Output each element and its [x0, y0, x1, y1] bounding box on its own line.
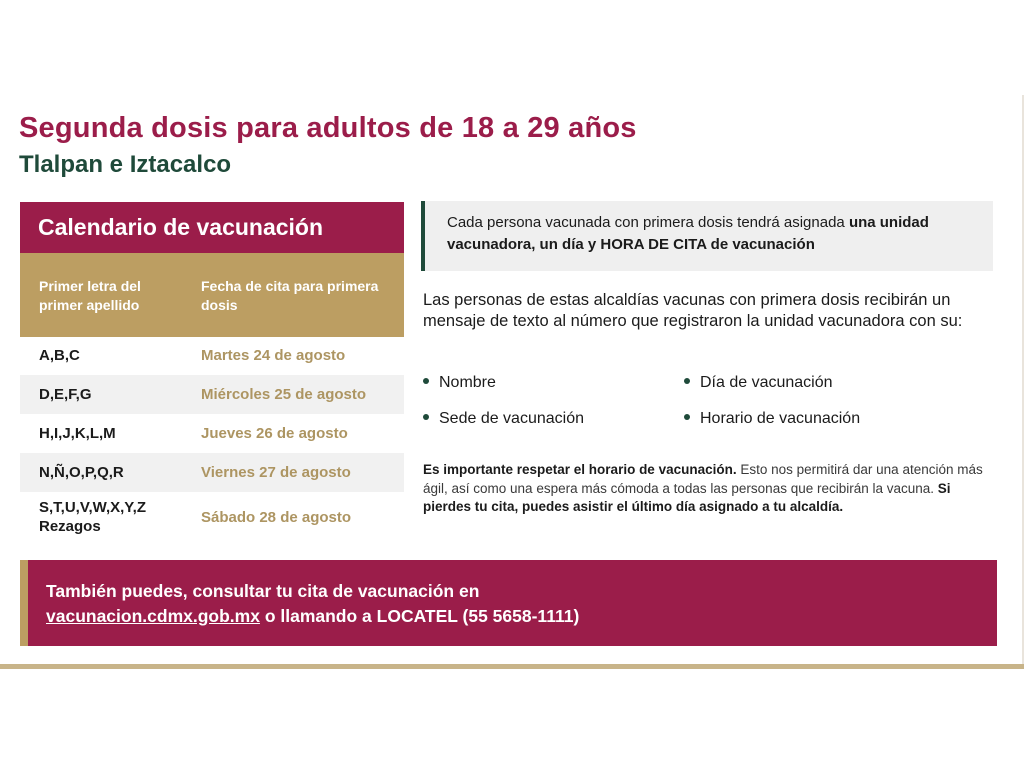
row-letters: A,B,C	[39, 347, 80, 364]
row-letters: N,Ñ,O,P,Q,R	[39, 464, 124, 481]
appointment-callout	[421, 201, 993, 271]
page-title: Segunda dosis para adultos de 18 a 29 años	[19, 112, 637, 144]
row-date: Martes 24 de agosto	[201, 347, 346, 364]
bullet-item	[684, 374, 833, 392]
row-letters: H,I,J,K,L,M	[39, 425, 116, 442]
row-date: Miércoles 25 de agosto	[201, 386, 367, 403]
table-row	[20, 375, 404, 414]
footer-locatel-text: o llamando a LOCATEL (55 5658-1111)	[259, 606, 580, 626]
row-letters-extra: Rezagos	[39, 518, 101, 535]
bullet-dot-icon	[423, 414, 429, 420]
calendar-column-headers	[20, 253, 404, 337]
note-body: Esto nos permitirá dar una atención más ágil, así como una espera más cómoda a todas las personas que recibirán la vacuna.	[423, 462, 983, 496]
callout-text: Cada persona vacunada con primera dosis tendrá asignada	[447, 214, 849, 231]
row-date: Jueves 26 de agosto	[201, 425, 348, 442]
row-date: Viernes 27 de agosto	[201, 464, 351, 481]
bullet-label: Día de vacunación	[700, 374, 833, 391]
bullet-dot-icon	[684, 414, 690, 420]
column-header-date: Fecha de cita para primera dosis	[201, 278, 379, 313]
row-letters: S,T,U,V,W,X,Y,Z	[39, 499, 146, 516]
note-bold-tail: Si pierdes tu cita, puedes asistir el último día asignado a tu alcaldía.	[423, 480, 951, 514]
important-note	[423, 461, 983, 517]
bullet-item	[423, 410, 584, 428]
footer-line-1: También puedes, consultar tu cita de vacunación en	[46, 581, 480, 601]
row-date: Sábado 28 de agosto	[201, 509, 352, 526]
table-row	[20, 337, 404, 375]
bullet-dot-icon	[423, 378, 429, 384]
column-header-letters: Primer letra del primer apellido	[39, 278, 141, 313]
bullet-item	[423, 374, 496, 392]
footer-line-2	[46, 606, 579, 627]
table-row	[20, 453, 404, 492]
vaccination-site-link[interactable]: vacunacion.cdmx.gob.mx	[46, 606, 260, 626]
callout-emphasis: una unidad vacunadora, un día y HORA DE CITA de vacunación	[447, 214, 929, 253]
calendar-heading: Calendario de vacunación	[20, 202, 404, 253]
bullet-label: Horario de vacunación	[700, 410, 861, 427]
row-letters: D,E,F,G	[39, 386, 92, 403]
table-row	[20, 414, 404, 453]
note-bold-lead: Es importante respetar el horario de vacunación.	[423, 462, 737, 477]
bottom-divider	[0, 664, 1024, 669]
bullet-label: Nombre	[439, 374, 496, 391]
bullet-dot-icon	[684, 378, 690, 384]
table-row	[20, 492, 404, 542]
page-subtitle: Tlalpan e Iztacalco	[19, 151, 232, 178]
sms-intro-text: Las personas de estas alcaldías vacunas con primera dosis recibirán un mensaje de texto al número que registraron la unidad vacunadora con su:	[423, 291, 963, 330]
bullet-item	[684, 410, 860, 428]
bullet-label: Sede de vacunación	[439, 410, 584, 427]
footer-banner	[20, 560, 997, 646]
